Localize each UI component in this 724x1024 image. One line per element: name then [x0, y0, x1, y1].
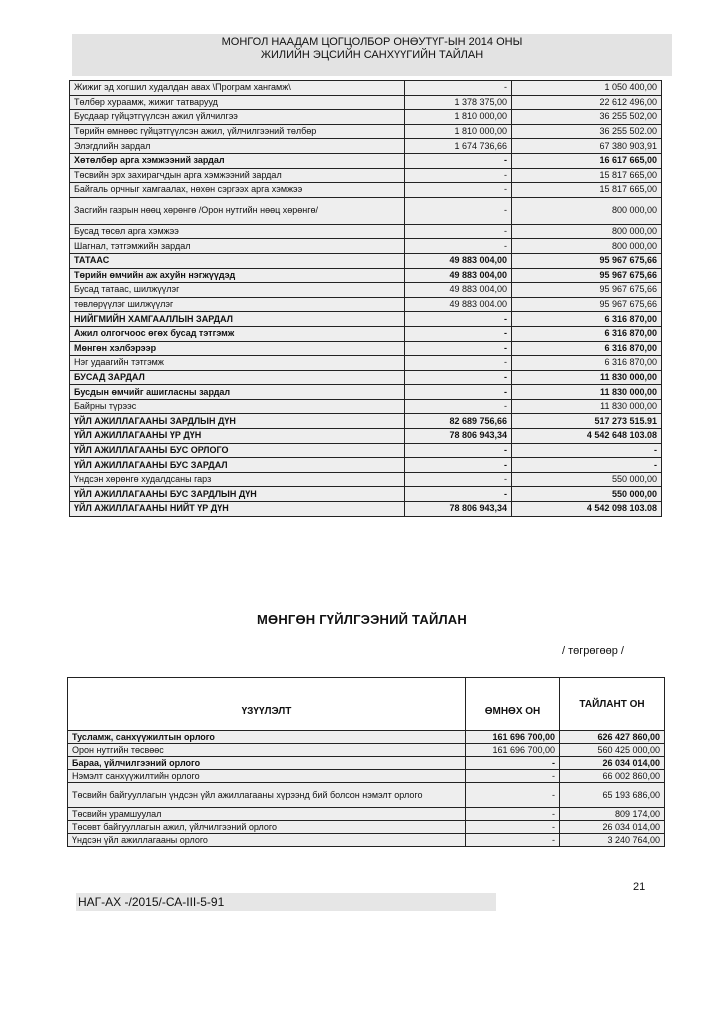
- current-year-value: 3 240 764,00: [560, 834, 665, 847]
- current-year-value: 6 316 870,00: [512, 356, 662, 371]
- table-row: [68, 834, 665, 847]
- prev-year-value: -: [405, 341, 512, 356]
- row-label: Бараа, үйлчилгээний орлого: [68, 757, 466, 770]
- row-label: Байрны түрээс: [70, 399, 405, 414]
- table-row: [70, 487, 662, 502]
- table-row: [70, 356, 662, 371]
- prev-year-value: -: [405, 197, 512, 224]
- current-year-value: -: [512, 443, 662, 458]
- prev-year-value: -: [466, 783, 560, 808]
- row-label: Шагнал, тэтгэмжийн зардал: [70, 239, 405, 254]
- column-header-prev-year: ӨМНӨХ ОН: [466, 678, 560, 731]
- table-row: [70, 124, 662, 139]
- table-row: [70, 253, 662, 268]
- table-row: [68, 770, 665, 783]
- table-row: [70, 326, 662, 341]
- prev-year-value: 1 810 000,00: [405, 110, 512, 125]
- row-label: ҮЙЛ АЖИЛЛАГААНЫ НИЙТ ҮР ДҮН: [70, 502, 405, 517]
- row-label: Бусдын өмчийг ашигласны зардал: [70, 385, 405, 400]
- current-year-value: 95 967 675,66: [512, 268, 662, 283]
- table-row: [70, 414, 662, 429]
- current-year-value: 16 617 665,00: [512, 153, 662, 168]
- column-header-item: ҮЗҮҮЛЭЛТ: [68, 678, 466, 731]
- prev-year-value: -: [466, 757, 560, 770]
- table-row: [70, 81, 662, 96]
- row-label: Элэгдлийн зардал: [70, 139, 405, 154]
- table-row: [70, 429, 662, 444]
- prev-year-value: -: [466, 770, 560, 783]
- current-year-value: 95 967 675,66: [512, 297, 662, 312]
- report-header: [72, 34, 672, 76]
- current-year-value: 6 316 870,00: [512, 341, 662, 356]
- prev-year-value: 78 806 943,34: [405, 502, 512, 517]
- table-row: [68, 757, 665, 770]
- prev-year-value: 1 378 375,00: [405, 95, 512, 110]
- prev-year-value: 1 810 000,00: [405, 124, 512, 139]
- row-label: Төсвийн урамшуулал: [68, 808, 466, 821]
- table-row: [70, 341, 662, 356]
- current-year-value: 4 542 648 103.08: [512, 429, 662, 444]
- current-year-value: 1 050 400,00: [512, 81, 662, 96]
- prev-year-value: 78 806 943,34: [405, 429, 512, 444]
- row-label: Үндсэн үйл ажиллагааны орлого: [68, 834, 466, 847]
- current-year-value: 517 273 515.91: [512, 414, 662, 429]
- cash-flow-title: МӨНГӨН ГҮЙЛГЭЭНИЙ ТАЙЛАН: [257, 612, 467, 627]
- current-year-value: 11 830 000,00: [512, 385, 662, 400]
- current-year-value: 36 255 502,00: [512, 110, 662, 125]
- prev-year-value: -: [405, 370, 512, 385]
- table-row: [70, 443, 662, 458]
- row-label: Нэг удаагийн тэтгэмж: [70, 356, 405, 371]
- report-header-line1: МОНГОЛ НААДАМ ЦОГЦОЛБОР ОНӨУТҮГ-ЫН 2014 ОНЫ: [221, 36, 523, 48]
- table-row: [68, 731, 665, 744]
- document-code: НАГ-АХ -/2015/-СА-III-5-91: [76, 893, 496, 911]
- table-row: [68, 808, 665, 821]
- row-label: Төсвийн байгууллагын үндсэн үйл ажиллагааны хүрээнд бий болсон нэмэлт орлого: [68, 783, 466, 808]
- page-number: 21: [633, 881, 646, 893]
- table-row: [70, 95, 662, 110]
- prev-year-value: -: [405, 399, 512, 414]
- current-year-value: 6 316 870,00: [512, 326, 662, 341]
- table-header-row: [68, 678, 665, 731]
- row-label: Төрийн өмчийн аж ахуйн нэгжүүдэд: [70, 268, 405, 283]
- row-label: Мөнгөн хэлбэрээр: [70, 341, 405, 356]
- column-header-current-year: ТАЙЛАНТ ОН: [560, 678, 665, 731]
- current-year-value: 626 427 860,00: [560, 731, 665, 744]
- table-row: [70, 370, 662, 385]
- current-year-value: 22 612 496,00: [512, 95, 662, 110]
- table-row: [70, 168, 662, 183]
- table-row: [70, 268, 662, 283]
- prev-year-value: -: [405, 385, 512, 400]
- prev-year-value: -: [405, 326, 512, 341]
- current-year-value: 6 316 870,00: [512, 312, 662, 327]
- prev-year-value: 49 883 004.00: [405, 297, 512, 312]
- prev-year-value: -: [405, 224, 512, 239]
- prev-year-value: -: [405, 168, 512, 183]
- row-label: ҮЙЛ АЖИЛЛАГААНЫ БУС ЗАРДЛЫН ДҮН: [70, 487, 405, 502]
- table-row: [70, 197, 662, 224]
- table-row: [70, 458, 662, 473]
- current-year-value: 36 255 502.00: [512, 124, 662, 139]
- current-year-value: 560 425 000,00: [560, 744, 665, 757]
- current-year-value: 11 830 000,00: [512, 399, 662, 414]
- row-label: Төлбөр хураамж, жижиг татварууд: [70, 95, 405, 110]
- row-label: Хөтөлбөр арга хэмжээний зардал: [70, 153, 405, 168]
- table-row: [70, 502, 662, 517]
- row-label: Засгийн газрын нөөц хөрөнгө /Орон нутгийн нөөц хөрөнгө/: [70, 197, 405, 224]
- current-year-value: 67 380 903,91: [512, 139, 662, 154]
- row-label: Тусламж, санхүүжилтын орлого: [68, 731, 466, 744]
- financial-results-table: [69, 80, 662, 517]
- table-row: [70, 110, 662, 125]
- table-row: [68, 821, 665, 834]
- row-label: Ажил олгогчоос өгөх бусад тэтгэмж: [70, 326, 405, 341]
- table-row: [68, 783, 665, 808]
- prev-year-value: -: [405, 183, 512, 198]
- current-year-value: 26 034 014,00: [560, 821, 665, 834]
- prev-year-value: 49 883 004,00: [405, 283, 512, 298]
- row-label: Байгаль орчныг хамгаалах, нөхөн сэргээх арга хэмжээ: [70, 183, 405, 198]
- row-label: Орон нутгийн төсвөөс: [68, 744, 466, 757]
- prev-year-value: 82 689 756,66: [405, 414, 512, 429]
- row-label: Төрийн өмнөөс гүйцэтгүүлсэн ажил, үйлчилгээний төлбөр: [70, 124, 405, 139]
- table-row: [70, 283, 662, 298]
- row-label: БУСАД ЗАРДАЛ: [70, 370, 405, 385]
- table-row: [70, 472, 662, 487]
- row-label: Жижиг эд хогшил худалдан авах \Програм хангамж\: [70, 81, 405, 96]
- prev-year-value: -: [405, 443, 512, 458]
- table-row: [70, 183, 662, 198]
- prev-year-value: 1 674 736,66: [405, 139, 512, 154]
- current-year-value: 26 034 014,00: [560, 757, 665, 770]
- prev-year-value: -: [405, 458, 512, 473]
- current-year-value: 800 000,00: [512, 224, 662, 239]
- prev-year-value: -: [405, 239, 512, 254]
- table-row: [70, 312, 662, 327]
- table-row: [68, 744, 665, 757]
- current-year-value: 809 174,00: [560, 808, 665, 821]
- current-year-value: 4 542 098 103.08: [512, 502, 662, 517]
- row-label: Нэмэлт санхүүжилтийн орлого: [68, 770, 466, 783]
- table-row: [70, 153, 662, 168]
- table-row: [70, 139, 662, 154]
- prev-year-value: 49 883 004,00: [405, 268, 512, 283]
- row-label: төвлөрүүлэг шилжүүлэг: [70, 297, 405, 312]
- table-row: [70, 224, 662, 239]
- prev-year-value: -: [405, 472, 512, 487]
- prev-year-value: -: [405, 81, 512, 96]
- prev-year-value: 161 696 700,00: [466, 731, 560, 744]
- row-label: Бусдаар гүйцэтгүүлсэн ажил үйлчилгээ: [70, 110, 405, 125]
- currency-unit: / төгрөгөөр /: [562, 645, 624, 657]
- current-year-value: 15 817 665,00: [512, 168, 662, 183]
- current-year-value: 550 000,00: [512, 487, 662, 502]
- table-row: [70, 297, 662, 312]
- current-year-value: 550 000,00: [512, 472, 662, 487]
- prev-year-value: -: [405, 153, 512, 168]
- current-year-value: 95 967 675,66: [512, 253, 662, 268]
- current-year-value: 66 002 860,00: [560, 770, 665, 783]
- table-row: [70, 385, 662, 400]
- prev-year-value: 49 883 004,00: [405, 253, 512, 268]
- current-year-value: -: [512, 458, 662, 473]
- table-row: [70, 239, 662, 254]
- current-year-value: 11 830 000,00: [512, 370, 662, 385]
- current-year-value: 800 000,00: [512, 239, 662, 254]
- row-label: Бусад төсөл арга хэмжээ: [70, 224, 405, 239]
- prev-year-value: 161 696 700,00: [466, 744, 560, 757]
- row-label: ТАТААС: [70, 253, 405, 268]
- current-year-value: 95 967 675,66: [512, 283, 662, 298]
- prev-year-value: -: [466, 808, 560, 821]
- table-row: [70, 399, 662, 414]
- prev-year-value: -: [405, 356, 512, 371]
- row-label: ҮЙЛ АЖИЛЛАГААНЫ ЗАРДЛЫН ДҮН: [70, 414, 405, 429]
- row-label: НИЙГМИЙН ХАМГААЛЛЫН ЗАРДАЛ: [70, 312, 405, 327]
- row-label: Бусад татаас, шилжүүлэг: [70, 283, 405, 298]
- row-label: Үндсэн хөрөнгө худалдсаны гарз: [70, 472, 405, 487]
- row-label: Төсөвт байгууллагын ажил, үйлчилгээний орлого: [68, 821, 466, 834]
- report-header-line2: ЖИЛИЙН ЭЦСИЙН САНХҮҮГИЙН ТАЙЛАН: [260, 49, 484, 61]
- prev-year-value: -: [466, 834, 560, 847]
- cash-flow-table: [67, 677, 665, 847]
- prev-year-value: -: [405, 312, 512, 327]
- prev-year-value: -: [466, 821, 560, 834]
- row-label: Төсвийн эрх захирагчдын арга хэмжээний зардал: [70, 168, 405, 183]
- prev-year-value: -: [405, 487, 512, 502]
- row-label: ҮЙЛ АЖИЛЛАГААНЫ БУС ЗАРДАЛ: [70, 458, 405, 473]
- current-year-value: 65 193 686,00: [560, 783, 665, 808]
- current-year-value: 800 000,00: [512, 197, 662, 224]
- current-year-value: 15 817 665,00: [512, 183, 662, 198]
- row-label: ҮЙЛ АЖИЛЛАГААНЫ ҮР ДҮН: [70, 429, 405, 444]
- row-label: ҮЙЛ АЖИЛЛАГААНЫ БУС ОРЛОГО: [70, 443, 405, 458]
